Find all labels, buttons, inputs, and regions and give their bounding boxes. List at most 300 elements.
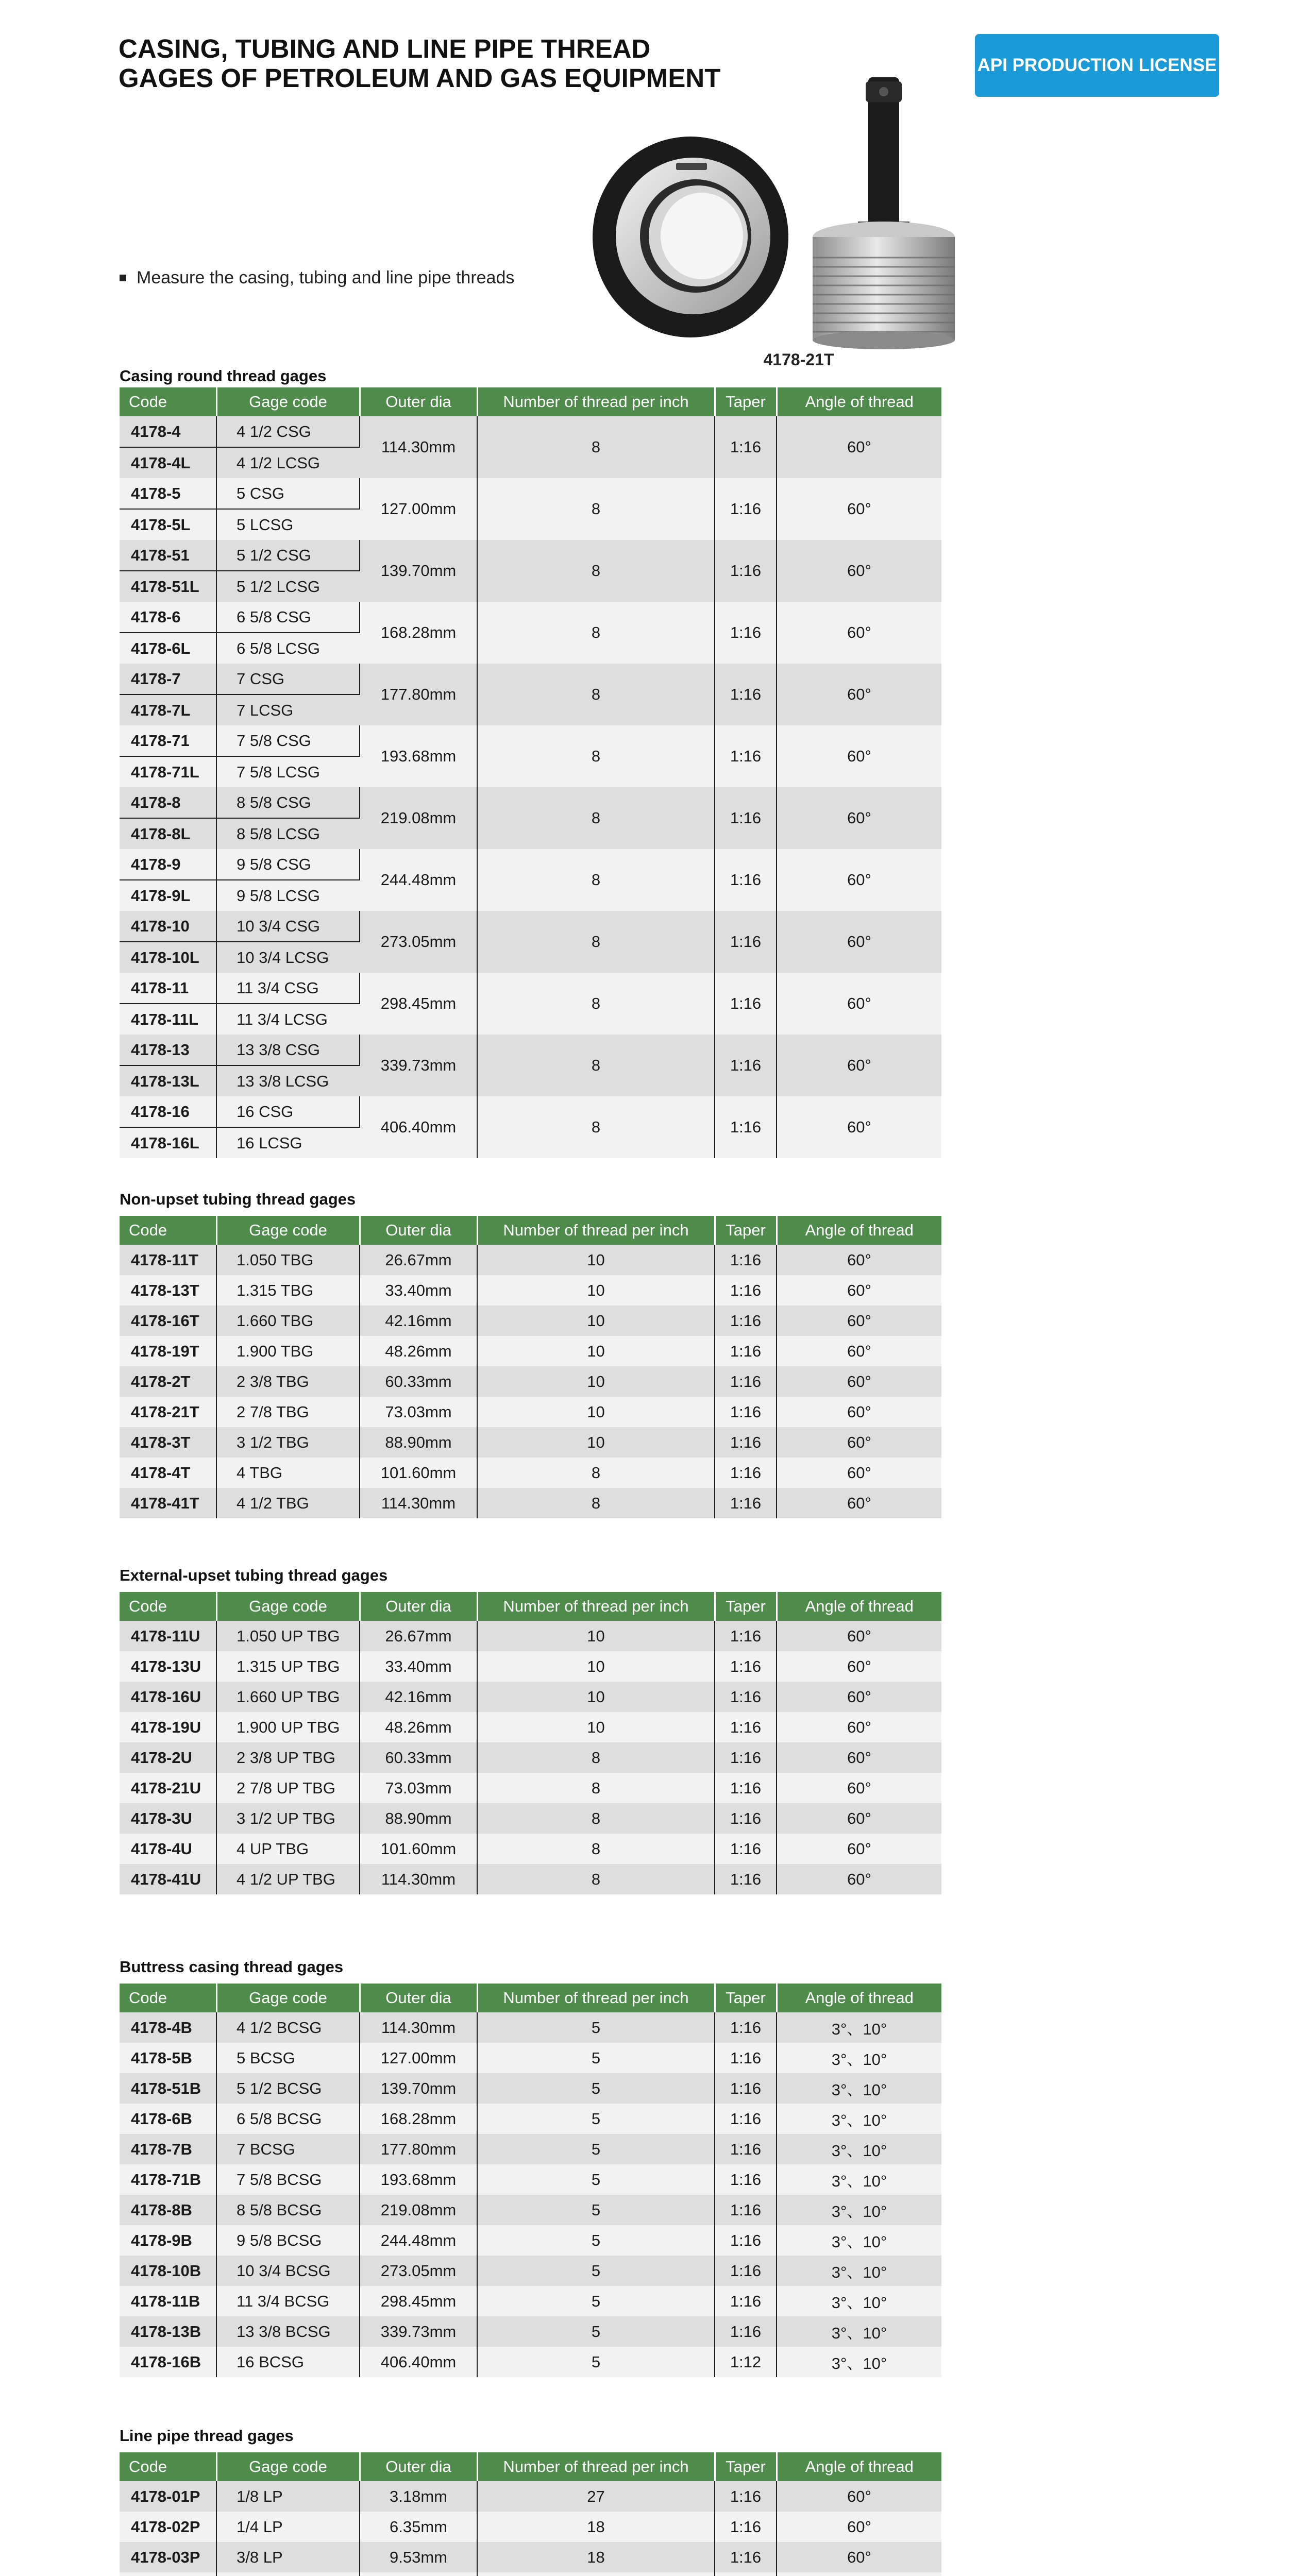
taper-cell: 1:16 xyxy=(715,1336,777,1366)
threads-per-inch-cell: 10 xyxy=(477,1245,715,1275)
table-row xyxy=(120,1834,941,1864)
header-gage-code: Gage code xyxy=(216,387,360,416)
code-cell: 4178-7L xyxy=(120,694,216,725)
table-row xyxy=(120,1621,941,1651)
threads-per-inch-cell: 5 xyxy=(477,2104,715,2134)
threads-per-inch-cell: 5 xyxy=(477,2012,715,2043)
angle-cell: 60° xyxy=(777,1096,941,1158)
code-cell: 4178-5L xyxy=(120,509,216,540)
code-cell: 4178-21U xyxy=(120,1773,216,1803)
table-row xyxy=(120,1096,941,1127)
gage-code-cell: 1/4 LP xyxy=(216,2512,360,2542)
code-cell: 4178-6L xyxy=(120,633,216,664)
table-row xyxy=(120,1306,941,1336)
taper-cell: 1:16 xyxy=(715,1035,777,1096)
outer-dia-cell: 339.73mm xyxy=(360,1035,477,1096)
taper-cell xyxy=(715,2572,777,2576)
outer-dia-cell: 26.67mm xyxy=(360,1621,477,1651)
threads-per-inch-cell: 8 xyxy=(477,478,715,540)
outer-dia-cell: 60.33mm xyxy=(360,1366,477,1397)
outer-dia-cell: 73.03mm xyxy=(360,1397,477,1427)
code-cell: 4178-5 xyxy=(120,478,216,509)
gage-code-cell: 7 CSG xyxy=(216,664,360,694)
outer-dia-cell: 114.30mm xyxy=(360,1488,477,1518)
gage-code-cell: 5 1/2 CSG xyxy=(216,540,360,571)
threads-per-inch-cell: 5 xyxy=(477,2195,715,2225)
code-cell: 4178-4 xyxy=(120,416,216,447)
outer-dia-cell: 406.40mm xyxy=(360,1096,477,1158)
taper-cell: 1:16 xyxy=(715,911,777,973)
threads-per-inch-cell: 5 xyxy=(477,2286,715,2316)
header-threads-per-inch: Number of thread per inch xyxy=(477,2452,715,2481)
code-cell: 4178-16U xyxy=(120,1682,216,1712)
code-cell: 4178-16B xyxy=(120,2347,216,2377)
taper-cell: 1:16 xyxy=(715,1864,777,1894)
table-row xyxy=(120,478,941,509)
outer-dia-cell: 406.40mm xyxy=(360,2347,477,2377)
angle-cell: 60° xyxy=(777,2481,941,2512)
angle-cell: 3°、10° xyxy=(777,2104,941,2134)
code-cell: 4178-51 xyxy=(120,540,216,571)
outer-dia-cell: 244.48mm xyxy=(360,2225,477,2256)
code-cell: 4178-9B xyxy=(120,2225,216,2256)
gage-code-cell: 7 5/8 LCSG xyxy=(216,756,360,787)
outer-dia-cell: 114.30mm xyxy=(360,1864,477,1894)
table-row xyxy=(120,1458,941,1488)
angle-cell: 3°、10° xyxy=(777,2225,941,2256)
header-outer-dia: Outer dia xyxy=(360,1592,477,1621)
table-row xyxy=(120,602,941,633)
header-angle: Angle of thread xyxy=(777,1592,941,1621)
code-cell: 4178-51L xyxy=(120,571,216,602)
threads-per-inch-cell: 27 xyxy=(477,2481,715,2512)
gage-code-cell: 1.315 UP TBG xyxy=(216,1651,360,1682)
taper-cell: 1:16 xyxy=(715,1742,777,1773)
taper-cell: 1:16 xyxy=(715,1773,777,1803)
casing-round-thread-table xyxy=(120,387,941,1158)
threads-per-inch-cell: 8 xyxy=(477,416,715,478)
code-cell: 4178-16 xyxy=(120,1096,216,1127)
outer-dia-cell: 48.26mm xyxy=(360,1712,477,1742)
gage-code-cell: 11 3/4 LCSG xyxy=(216,1004,360,1035)
outer-dia-cell: 298.45mm xyxy=(360,973,477,1035)
angle-cell: 60° xyxy=(777,1864,941,1894)
taper-cell: 1:16 xyxy=(715,1803,777,1834)
angle-cell: 60° xyxy=(777,1427,941,1458)
code-cell: 4178-4B xyxy=(120,2012,216,2043)
taper-cell: 1:16 xyxy=(715,540,777,602)
outer-dia-cell: 219.08mm xyxy=(360,787,477,849)
outer-dia-cell: 33.40mm xyxy=(360,1651,477,1682)
taper-cell: 1:16 xyxy=(715,1306,777,1336)
threads-per-inch-cell: 8 xyxy=(477,664,715,725)
table-row xyxy=(120,2542,941,2572)
gage-code-cell: 10 3/4 CSG xyxy=(216,911,360,942)
outer-dia-cell: 139.70mm xyxy=(360,2073,477,2104)
taper-cell: 1:16 xyxy=(715,2043,777,2073)
header-gage-code: Gage code xyxy=(216,2452,360,2481)
angle-cell: 60° xyxy=(777,725,941,787)
gage-code-cell xyxy=(216,2572,360,2576)
code-cell: 4178-11U xyxy=(120,1621,216,1651)
threads-per-inch-cell: 10 xyxy=(477,1275,715,1306)
threads-per-inch-cell: 5 xyxy=(477,2256,715,2286)
header-code: Code xyxy=(120,1216,216,1245)
non-upset-tubing-table xyxy=(120,1216,941,1518)
taper-cell: 1:16 xyxy=(715,1275,777,1306)
angle-cell: 60° xyxy=(777,1488,941,1518)
threads-per-inch-cell: 8 xyxy=(477,1488,715,1518)
outer-dia-cell: 101.60mm xyxy=(360,1458,477,1488)
gage-code-cell: 7 LCSG xyxy=(216,694,360,725)
angle-cell: 60° xyxy=(777,849,941,911)
angle-cell: 60° xyxy=(777,911,941,973)
gage-code-cell: 16 CSG xyxy=(216,1096,360,1127)
table-row xyxy=(120,2134,941,2164)
table-row xyxy=(120,787,941,818)
table-row xyxy=(120,2104,941,2134)
angle-cell: 3°、10° xyxy=(777,2164,941,2195)
header-taper: Taper xyxy=(715,1216,777,1245)
gage-code-cell: 1.900 UP TBG xyxy=(216,1712,360,1742)
taper-cell: 1:16 xyxy=(715,2256,777,2286)
taper-cell: 1:16 xyxy=(715,1651,777,1682)
angle-cell: 60° xyxy=(777,416,941,478)
table-row xyxy=(120,1275,941,1306)
code-cell: 4178-51B xyxy=(120,2073,216,2104)
gage-code-cell: 4 1/2 TBG xyxy=(216,1488,360,1518)
taper-cell: 1:16 xyxy=(715,1712,777,1742)
gage-code-cell: 2 3/8 UP TBG xyxy=(216,1742,360,1773)
header-gage-code: Gage code xyxy=(216,1216,360,1245)
gage-code-cell: 7 BCSG xyxy=(216,2134,360,2164)
threads-per-inch-cell: 10 xyxy=(477,1336,715,1366)
outer-dia-cell: 127.00mm xyxy=(360,478,477,540)
angle-cell: 3°、10° xyxy=(777,2316,941,2347)
external-upset-section-title: External-upset tubing thread gages xyxy=(120,1566,388,1584)
gage-code-cell: 9 5/8 BCSG xyxy=(216,2225,360,2256)
threads-per-inch-cell: 8 xyxy=(477,1773,715,1803)
gage-code-cell: 4 1/2 CSG xyxy=(216,416,360,447)
header-angle: Angle of thread xyxy=(777,1984,941,2012)
code-cell: 4178-6 xyxy=(120,602,216,633)
table-row xyxy=(120,2012,941,2043)
gage-code-cell: 5 CSG xyxy=(216,478,360,509)
threads-per-inch-cell: 5 xyxy=(477,2134,715,2164)
code-cell: 4178-41U xyxy=(120,1864,216,1894)
threads-per-inch-cell: 5 xyxy=(477,2043,715,2073)
threads-per-inch-cell: 8 xyxy=(477,1035,715,1096)
angle-cell: 60° xyxy=(777,1366,941,1397)
feature-bullet xyxy=(120,268,514,288)
bullet-square-icon xyxy=(120,275,126,281)
threads-per-inch-cell: 5 xyxy=(477,2225,715,2256)
angle-cell: 3°、10° xyxy=(777,2043,941,2073)
taper-cell: 1:16 xyxy=(715,1621,777,1651)
angle-cell: 60° xyxy=(777,1397,941,1427)
outer-dia-cell: 3.18mm xyxy=(360,2481,477,2512)
gage-code-cell: 5 1/2 LCSG xyxy=(216,571,360,602)
gage-code-cell: 13 3/8 BCSG xyxy=(216,2316,360,2347)
code-cell: 4178-2T xyxy=(120,1366,216,1397)
angle-cell: 3°、10° xyxy=(777,2256,941,2286)
gage-code-cell: 1.900 TBG xyxy=(216,1336,360,1366)
threads-per-inch-cell: 8 xyxy=(477,1458,715,1488)
taper-cell: 1:16 xyxy=(715,2512,777,2542)
non-upset-section-title: Non-upset tubing thread gages xyxy=(120,1190,356,1208)
code-cell: 4178-21T xyxy=(120,1397,216,1427)
gage-code-cell: 7 5/8 BCSG xyxy=(216,2164,360,2195)
angle-cell: 60° xyxy=(777,1742,941,1773)
table-row xyxy=(120,1336,941,1366)
code-cell: 4178-10 xyxy=(120,911,216,942)
table-row xyxy=(120,2195,941,2225)
header-code: Code xyxy=(120,387,216,416)
table-row xyxy=(120,1742,941,1773)
table-row xyxy=(120,725,941,756)
taper-cell: 1:16 xyxy=(715,478,777,540)
header-outer-dia: Outer dia xyxy=(360,387,477,416)
threads-per-inch-cell: 10 xyxy=(477,1651,715,1682)
image-caption: 4178-21T xyxy=(763,350,834,369)
gage-code-cell: 2 7/8 UP TBG xyxy=(216,1773,360,1803)
header-outer-dia: Outer dia xyxy=(360,1984,477,2012)
angle-cell: 60° xyxy=(777,664,941,725)
taper-cell: 1:16 xyxy=(715,973,777,1035)
code-cell: 4178-8L xyxy=(120,818,216,849)
threads-per-inch-cell: 18 xyxy=(477,2542,715,2572)
gage-code-cell: 8 5/8 BCSG xyxy=(216,2195,360,2225)
angle-cell: 60° xyxy=(777,2542,941,2572)
taper-cell: 1:16 xyxy=(715,2104,777,2134)
taper-cell: 1:16 xyxy=(715,2164,777,2195)
table-row xyxy=(120,1397,941,1427)
taper-cell: 1:16 xyxy=(715,849,777,911)
taper-cell: 1:16 xyxy=(715,602,777,664)
outer-dia-cell: 168.28mm xyxy=(360,602,477,664)
gage-code-cell: 16 LCSG xyxy=(216,1127,360,1158)
taper-cell: 1:16 xyxy=(715,416,777,478)
angle-cell: 60° xyxy=(777,1834,941,1864)
gage-code-cell: 6 5/8 BCSG xyxy=(216,2104,360,2134)
code-cell xyxy=(120,2572,216,2576)
header-angle: Angle of thread xyxy=(777,1216,941,1245)
header-threads-per-inch: Number of thread per inch xyxy=(477,1216,715,1245)
threads-per-inch-cell: 5 xyxy=(477,2164,715,2195)
title-line-2: GAGES OF PETROLEUM AND GAS EQUIPMENT xyxy=(119,63,721,93)
buttress-casing-table xyxy=(120,1984,941,2377)
code-cell: 4178-7B xyxy=(120,2134,216,2164)
gage-code-cell: 6 5/8 CSG xyxy=(216,602,360,633)
table-row xyxy=(120,1366,941,1397)
threads-per-inch-cell: 10 xyxy=(477,1427,715,1458)
threads-per-inch-cell: 10 xyxy=(477,1397,715,1427)
taper-cell: 1:16 xyxy=(715,2316,777,2347)
taper-cell: 1:16 xyxy=(715,2481,777,2512)
table-row xyxy=(120,664,941,694)
code-cell: 4178-13B xyxy=(120,2316,216,2347)
code-cell: 4178-13T xyxy=(120,1275,216,1306)
table-row xyxy=(120,2316,941,2347)
taper-cell: 1:16 xyxy=(715,787,777,849)
threads-per-inch-cell: 8 xyxy=(477,602,715,664)
code-cell: 4178-71 xyxy=(120,725,216,756)
line-pipe-section-title: Line pipe thread gages xyxy=(120,2427,294,2445)
threads-per-inch-cell: 18 xyxy=(477,2512,715,2542)
taper-cell: 1:16 xyxy=(715,2542,777,2572)
outer-dia-cell: 193.68mm xyxy=(360,725,477,787)
header-code: Code xyxy=(120,2452,216,2481)
table-row xyxy=(120,1651,941,1682)
outer-dia-cell: 244.48mm xyxy=(360,849,477,911)
gage-code-cell: 4 1/2 UP TBG xyxy=(216,1864,360,1894)
angle-cell: 60° xyxy=(777,1306,941,1336)
header-threads-per-inch: Number of thread per inch xyxy=(477,1984,715,2012)
gage-code-cell: 5 BCSG xyxy=(216,2043,360,2073)
gage-code-cell: 5 LCSG xyxy=(216,509,360,540)
table-row xyxy=(120,2481,941,2512)
gage-code-cell: 11 3/4 CSG xyxy=(216,973,360,1004)
gage-code-cell: 2 7/8 TBG xyxy=(216,1397,360,1427)
gage-code-cell: 13 3/8 CSG xyxy=(216,1035,360,1065)
table-row xyxy=(120,973,941,1004)
table-row xyxy=(120,911,941,942)
angle-cell: 3°、10° xyxy=(777,2012,941,2043)
threads-per-inch-cell: 8 xyxy=(477,1742,715,1773)
outer-dia-cell: 33.40mm xyxy=(360,1275,477,1306)
angle-cell: 3°、10° xyxy=(777,2347,941,2377)
code-cell: 4178-16T xyxy=(120,1306,216,1336)
outer-dia-cell: 139.70mm xyxy=(360,540,477,602)
taper-cell: 1:16 xyxy=(715,1488,777,1518)
threads-per-inch-cell: 8 xyxy=(477,787,715,849)
code-cell: 4178-9L xyxy=(120,880,216,911)
line-pipe-table xyxy=(120,2452,941,2576)
table-row xyxy=(120,2347,941,2377)
threads-per-inch-cell: 10 xyxy=(477,1366,715,1397)
threads-per-inch-cell: 5 xyxy=(477,2347,715,2377)
code-cell: 4178-02P xyxy=(120,2512,216,2542)
table-row xyxy=(120,1427,941,1458)
header-code: Code xyxy=(120,1592,216,1621)
gage-code-cell: 8 5/8 LCSG xyxy=(216,818,360,849)
outer-dia-cell: 273.05mm xyxy=(360,2256,477,2286)
outer-dia-cell: 339.73mm xyxy=(360,2316,477,2347)
header-taper: Taper xyxy=(715,1592,777,1621)
table-row xyxy=(120,2043,941,2073)
threads-per-inch-cell: 8 xyxy=(477,911,715,973)
header-code: Code xyxy=(120,1984,216,2012)
table-row xyxy=(120,540,941,571)
table-row xyxy=(120,2073,941,2104)
gage-code-cell: 3 1/2 TBG xyxy=(216,1427,360,1458)
taper-cell: 1:12 xyxy=(715,2347,777,2377)
angle-cell: 60° xyxy=(777,1035,941,1096)
feature-text: Measure the casing, tubing and line pipe threads xyxy=(137,268,515,287)
gage-code-cell: 4 UP TBG xyxy=(216,1834,360,1864)
external-upset-tubing-table xyxy=(120,1592,941,1894)
code-cell: 4178-13U xyxy=(120,1651,216,1682)
code-cell: 4178-19T xyxy=(120,1336,216,1366)
header-threads-per-inch: Number of thread per inch xyxy=(477,387,715,416)
gage-code-cell: 2 3/8 TBG xyxy=(216,1366,360,1397)
outer-dia-cell: 48.26mm xyxy=(360,1336,477,1366)
gage-code-cell: 8 5/8 CSG xyxy=(216,787,360,818)
table-row xyxy=(120,1864,941,1894)
code-cell: 4178-13L xyxy=(120,1065,216,1096)
angle-cell: 3°、10° xyxy=(777,2134,941,2164)
code-cell: 4178-2U xyxy=(120,1742,216,1773)
code-cell: 4178-41T xyxy=(120,1488,216,1518)
taper-cell: 1:16 xyxy=(715,2195,777,2225)
threads-per-inch-cell: 10 xyxy=(477,1712,715,1742)
code-cell: 4178-4U xyxy=(120,1834,216,1864)
angle-cell: 60° xyxy=(777,2512,941,2542)
outer-dia-cell: 26.67mm xyxy=(360,1245,477,1275)
gage-code-cell: 6 5/8 LCSG xyxy=(216,633,360,664)
code-cell: 4178-8 xyxy=(120,787,216,818)
table-row xyxy=(120,416,941,447)
table-row xyxy=(120,1712,941,1742)
header-taper: Taper xyxy=(715,387,777,416)
gage-code-cell: 1/8 LP xyxy=(216,2481,360,2512)
gage-code-cell: 4 1/2 LCSG xyxy=(216,447,360,478)
gage-code-cell: 9 5/8 CSG xyxy=(216,849,360,880)
code-cell: 4178-16L xyxy=(120,1127,216,1158)
taper-cell: 1:16 xyxy=(715,2073,777,2104)
angle-cell: 60° xyxy=(777,1275,941,1306)
code-cell: 4178-01P xyxy=(120,2481,216,2512)
angle-cell: 60° xyxy=(777,478,941,540)
code-cell: 4178-4T xyxy=(120,1458,216,1488)
gage-code-cell: 1.660 TBG xyxy=(216,1306,360,1336)
gage-code-cell: 5 1/2 BCSG xyxy=(216,2073,360,2104)
angle-cell: 60° xyxy=(777,1773,941,1803)
gage-code-cell: 7 5/8 CSG xyxy=(216,725,360,756)
buttress-section-title: Buttress casing thread gages xyxy=(120,1958,344,1976)
angle-cell: 60° xyxy=(777,787,941,849)
gage-code-cell: 1.315 TBG xyxy=(216,1275,360,1306)
table-row xyxy=(120,2225,941,2256)
gage-code-cell: 10 3/4 LCSG xyxy=(216,942,360,973)
threads-per-inch-cell: 10 xyxy=(477,1682,715,1712)
outer-dia-cell: 177.80mm xyxy=(360,2134,477,2164)
code-cell: 4178-10L xyxy=(120,942,216,973)
outer-dia-cell: 88.90mm xyxy=(360,1803,477,1834)
gage-code-cell: 11 3/4 BCSG xyxy=(216,2286,360,2316)
outer-dia-cell: 73.03mm xyxy=(360,1773,477,1803)
threads-per-inch-cell: 10 xyxy=(477,1621,715,1651)
taper-cell: 1:16 xyxy=(715,1834,777,1864)
gage-code-cell: 1.050 TBG xyxy=(216,1245,360,1275)
taper-cell: 1:16 xyxy=(715,1458,777,1488)
code-cell: 4178-11T xyxy=(120,1245,216,1275)
gage-code-cell: 1.050 UP TBG xyxy=(216,1621,360,1651)
gage-code-cell: 10 3/4 BCSG xyxy=(216,2256,360,2286)
angle-cell: 3°、10° xyxy=(777,2073,941,2104)
code-cell: 4178-4L xyxy=(120,447,216,478)
table-row xyxy=(120,1488,941,1518)
table-row xyxy=(120,1245,941,1275)
angle-cell: 60° xyxy=(777,1651,941,1682)
table-row xyxy=(120,1803,941,1834)
product-image xyxy=(587,72,958,350)
threads-per-inch-cell: 5 xyxy=(477,2073,715,2104)
threads-per-inch-cell xyxy=(477,2572,715,2576)
angle-cell: 60° xyxy=(777,1803,941,1834)
outer-dia-cell: 101.60mm xyxy=(360,1834,477,1864)
angle-cell: 3°、10° xyxy=(777,2195,941,2225)
